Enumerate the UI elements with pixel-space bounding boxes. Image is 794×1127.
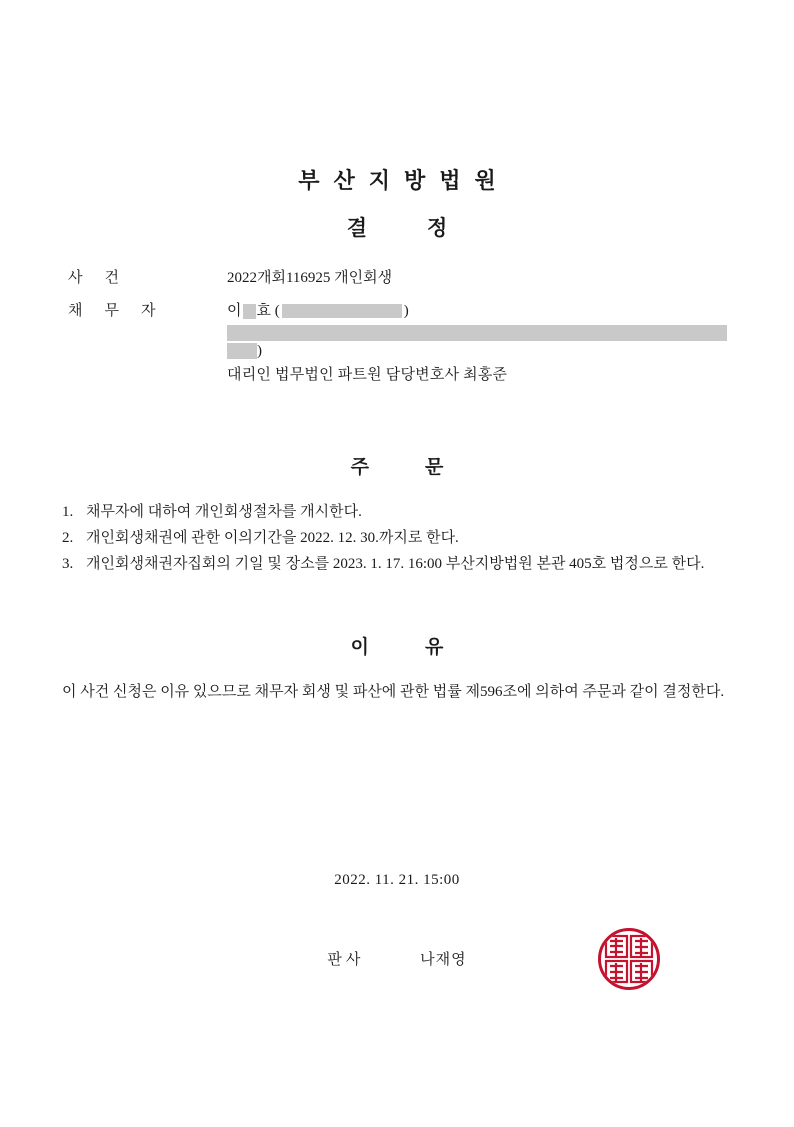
judge-line — [0, 948, 794, 969]
debtor-row — [62, 301, 734, 387]
paren-close-2: ) — [257, 342, 262, 359]
case-value: 2022개회116925 개인회생 — [227, 270, 393, 286]
case-label: 사건 — [68, 270, 141, 286]
paren-close: ) — [403, 302, 409, 319]
case-row — [62, 268, 734, 290]
order-item-number: 3. — [62, 555, 74, 572]
redaction-block — [282, 304, 402, 318]
debtor-name-prefix: 이 — [227, 302, 242, 319]
order-item — [62, 500, 734, 526]
judge-name: 나재영 — [420, 952, 467, 968]
order-item-number: 1. — [62, 504, 74, 520]
document-title: 결정 — [346, 216, 508, 240]
reason-heading: 이유 — [350, 637, 500, 658]
redaction-block — [227, 325, 727, 341]
decision-date: 2022. 11. 21. 15:00 — [334, 872, 460, 888]
debtor-name-suffix: 효 — [256, 302, 271, 319]
order-item-text: 채무자에 대하여 개인회생절차를 개시한다. — [86, 504, 362, 520]
order-item-number: 2. — [62, 529, 74, 546]
reason-paragraph: 이 사건 신청은 이유 있으므로 채무자 회생 및 파산에 관한 법률 제596조에 의하여 주문과 같이 결정한다. — [62, 684, 725, 700]
order-item-text: 개인회생채권자집회의 기일 및 장소를 2023. 1. 17. 16:00 부산지방법원 본관 405호 법정으로 한다. — [86, 555, 705, 572]
order-item — [62, 552, 734, 578]
redaction-block — [227, 343, 257, 359]
order-item-text: 개인회생채권에 관한 이의기간을 2022. 12. 30.까지로 한다. — [86, 529, 459, 546]
order-item — [62, 526, 734, 552]
debtor-label: 채무자 — [68, 302, 178, 319]
debtor-value — [227, 301, 734, 387]
order-heading: 주문 — [350, 457, 500, 478]
court-title: 부산지방법원 — [298, 168, 510, 193]
paren-open: ( — [274, 302, 280, 319]
judge-label: 판사 — [327, 952, 365, 968]
agent-line: 대리인 법무법인 파트원 담당변호사 최홍준 — [227, 367, 508, 384]
order-list — [62, 500, 734, 577]
official-seal-icon — [598, 928, 660, 990]
case-meta-block — [62, 268, 734, 398]
redaction-block — [243, 304, 256, 319]
